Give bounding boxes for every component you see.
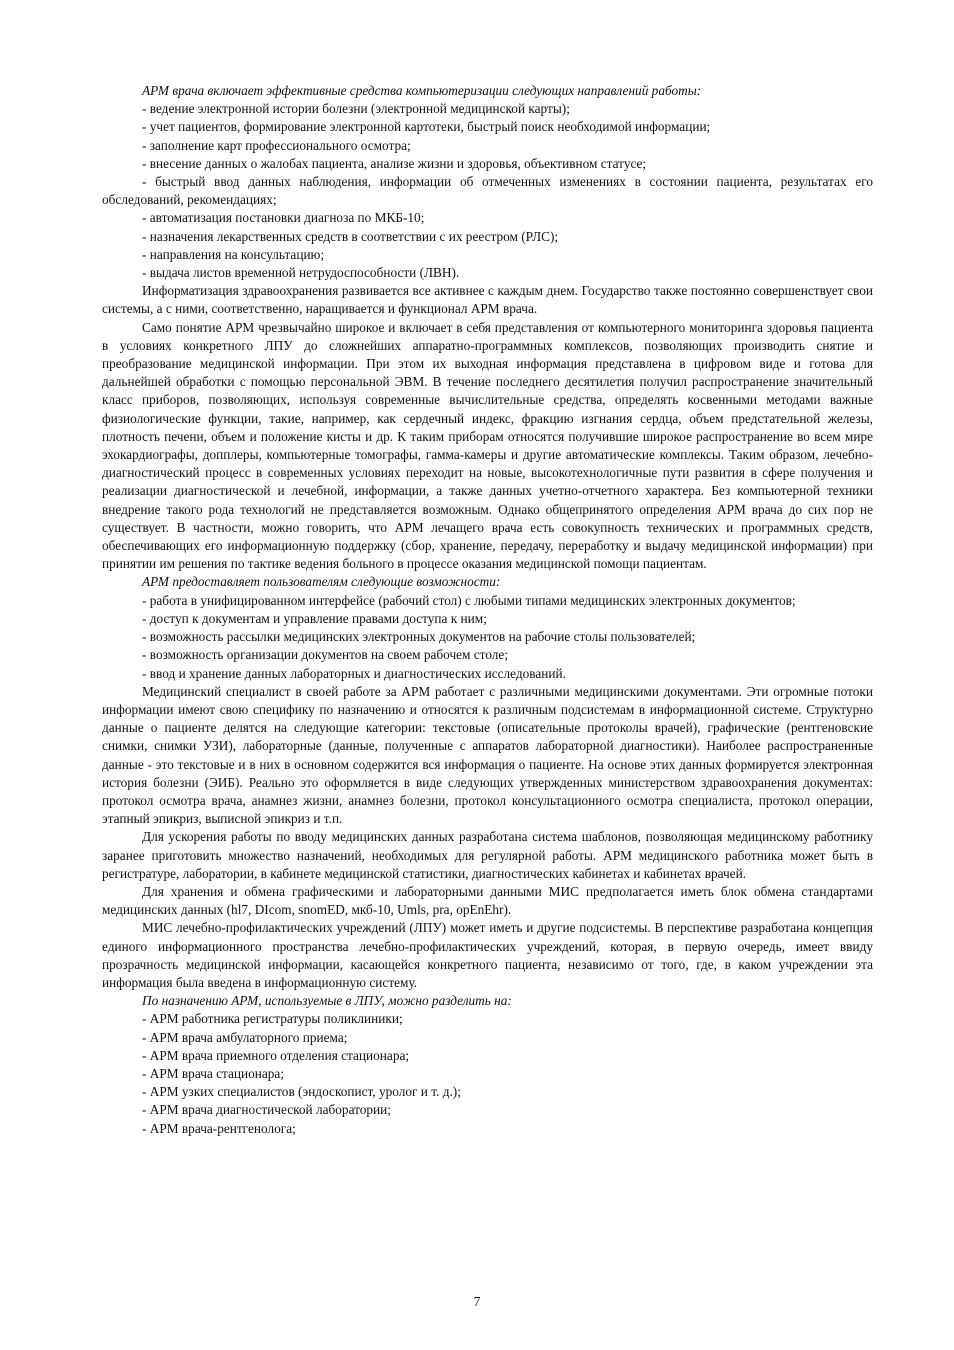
- list-item: - автоматизация постановки диагноза по МКБ-10;: [142, 210, 425, 226]
- paragraph: Информатизация здравоохранения развивается все активнее с каждым днем. Государство также постоянно совершенствует свои системы, а с ними, соответственно, наращивается и функционал АРМ врача.: [102, 283, 873, 317]
- list-item: - быстрый ввод данных наблюдения, информации об отмеченных изменениях в состоянии пациента, результатах его обследований, рекомендациях;: [102, 174, 873, 208]
- list-item: - АРМ врача приемного отделения стационара;: [142, 1047, 410, 1063]
- section-heading-capabilities: АРМ предоставляет пользователям следующие возможности:: [142, 574, 501, 590]
- list-item: - ведение электронной истории болезни (электронной медицинской карты);: [142, 101, 570, 117]
- page-number: 7: [473, 1294, 481, 1309]
- list-item: - АРМ врача стационара;: [142, 1065, 285, 1081]
- list-item: - АРМ узких специалистов (эндоскопист, уролог и т. д.);: [142, 1084, 461, 1100]
- section-heading-functions: АРМ врача включает эффективные средства компьютеризации следующих направлений работы:: [142, 83, 702, 98]
- list-item: - ввод и хранение данных лабораторных и диагностических исследований.: [142, 665, 566, 681]
- paragraph: Для хранения и обмена графическими и лабораторными данными МИС предполагается иметь блок обмена стандартами медицинских данных (hl7, DIcom, snomED, мкб-10, Umls, pra, opEnEhr).: [102, 883, 873, 918]
- page-content: [102, 82, 873, 1138]
- list-item: - возможность организации документов на своем рабочем столе;: [142, 647, 509, 663]
- list-item: - АРМ врача амбулаторного приема;: [142, 1029, 348, 1045]
- list-item: - возможность рассылки медицинских электронных документов на рабочие столы пользователей;: [142, 629, 696, 645]
- list-item: - АРМ врача-рентгенолога;: [142, 1120, 296, 1136]
- paragraph: МИС лечебно-профилактических учреждений (ЛПУ) может иметь и другие подсистемы. В перспективе разработана концепция единого информационного пространства лечебно-профилактических учреждений, которая, в первую очередь, имеет ввиду прозрачность медицинской информации, касающейся конкретного пациента, независимо от того, где, в каком учреждении эта информация была введена в информационную систему.: [102, 920, 873, 990]
- list-item: - направления на консультацию;: [142, 246, 325, 262]
- list-item: - АРМ врача диагностической лаборатории;: [142, 1102, 391, 1118]
- paragraph: Само понятие АРМ чрезвычайно широкое и включает в себя представления от компьютерного мониторинга здоровья пациента в условиях конкретного ЛПУ до сложнейших аппаратно-программных комплексов, позволяющих производить снятие и преобразование медицинской информации. При этом их выходная информация представлена в цифровом виде и готова для дальнейшей обработки с помощью персональной ЭВМ. В течение последнего десятилетия получил распространение значительный класс приборов, позволяющих, используя современные вычислительные средства, определять косвенными методами важные физиологические функции, такие, например, как сердечный индекс, фракцию изгнания сердца, объем предстательной железы, плотность печени, объем и положение кисты и др. К таким приборам относятся получившие широкое распространение во всем мире эхокардиографы, допплеры, компьютерные томографы, гамма-камеры и другие автоматические комплексы. Таким образом, лечебно-диагностический процесс в современных условиях переходит на новые, высокотехнологичные пути развития в сфере получения и реализации диагностической и лечебной, информации, а также данных учетно-отчетного характера. Без компьютерной техники внедрение такого рода технологий не представляется возможным. Однако общепринятого определения АРМ врача до сих пор не существует. В частности, можно говорить, что АРМ лечащего врача есть совокупность технических и программных средств, обеспечивающих его информационную поддержку (сбор, хранение, передачу, переработку и выдачу медицинской информации) при принятии им решения по тактике ведения больного в процессе оказания медицинской помощи пациентам.: [102, 319, 873, 572]
- list-item: - работа в унифицированном интерфейсе (рабочий стол) с любыми типами медицинских электронных документов;: [142, 592, 796, 608]
- paragraph: Для ускорения работы по вводу медицинских данных разработана система шаблонов, позволяющая медицинскому работнику заранее приготовить множество назначений, необходимых для регулярной работы. АРМ медицинского работника может быть в регистратуре, лаборатории, в кабинете медицинской статистики, диагностических кабинетах и кабинетах врачей.: [102, 829, 873, 881]
- list-item: - выдача листов временной нетрудоспособности (ЛВН).: [142, 265, 460, 281]
- list-item: - доступ к документам и управление правами доступа к ним;: [142, 610, 487, 626]
- section-heading-types: По назначению АРМ, используемые в ЛПУ, можно разделить на:: [142, 993, 512, 1009]
- list-item: - назначения лекарственных средств в соответствии с их реестром (РЛС);: [142, 228, 559, 244]
- list-item: - заполнение карт профессионального осмотра;: [142, 137, 411, 153]
- list-item: - внесение данных о жалобах пациента, анализе жизни и здоровья, объективном статусе;: [142, 155, 647, 171]
- paragraph: Медицинский специалист в своей работе за АРМ работает с различными медицинскими документами. Эти огромные потоки информации имеют свою специфику по назначению и относятся к различным подсистемам в информационной системе. Структурно данные о пациенте делятся на следующие категории: текстовые (описательные протоколы врачей), графические (рентгеновские снимки, снимки УЗИ), лабораторные (данные, полученные с аппаратов лабораторной диагностики). Наиболее распространенные данные - это текстовые и в них в основном содержится вся информация о пациенте. На основе этих данных формируется электронная история болезни (ЭИБ). Реально это оформляется в виде следующих утвержденных министерством здравоохранения документах: протокол осмотра врача, анамнез жизни, анамнез болезни, протокол консультационного осмотра специалиста, протокол операции, этапный эпикриз, выписной эпикриз и т.п.: [102, 683, 873, 827]
- list-item: - АРМ работника регистратуры поликлиники;: [142, 1011, 403, 1027]
- list-item: - учет пациентов, формирование электронной картотеки, быстрый поиск необходимой информации;: [142, 119, 711, 135]
